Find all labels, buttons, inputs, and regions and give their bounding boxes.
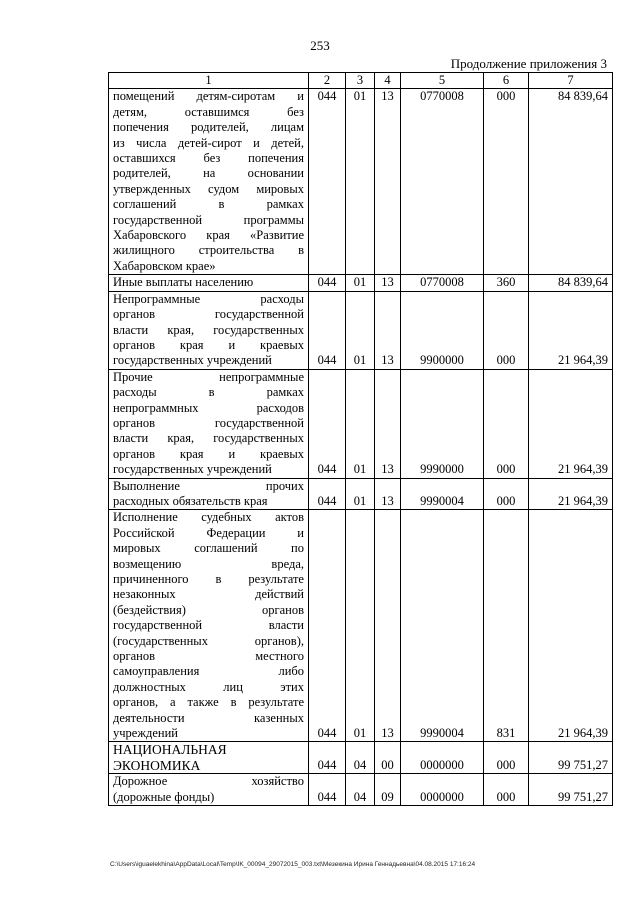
description-line: органов местного	[113, 649, 304, 664]
admin-code-cell: 044	[309, 275, 346, 291]
expense-type-cell: 000	[484, 369, 529, 478]
description-line: возмещению вреда,	[113, 556, 304, 571]
table-row	[109, 275, 613, 291]
row-description	[109, 369, 309, 478]
description-line: причиненного в результате	[113, 572, 304, 586]
row-description	[109, 510, 309, 742]
description-line: должностных лиц этих	[113, 679, 304, 694]
description-line: государственной программы	[113, 212, 304, 227]
description-line: деятельности казенных	[113, 710, 304, 725]
budget-table	[108, 72, 613, 806]
table-row	[109, 774, 613, 806]
subsection-code-cell: 13	[375, 89, 401, 275]
description-line: Иные выплаты населению	[113, 275, 254, 290]
header-cell: 1	[109, 73, 309, 89]
expense-type-cell: 360	[484, 275, 529, 291]
description-line: Выполнение прочих	[113, 478, 304, 493]
table-row	[109, 89, 613, 275]
description-line: попечения родителей, лицам	[113, 120, 304, 135]
amount-cell: 84 839,64	[529, 275, 613, 291]
amount-cell: 21 964,39	[529, 478, 613, 510]
admin-code-cell: 044	[309, 291, 346, 369]
section-code-cell: 01	[346, 275, 375, 291]
subsection-code-cell: 13	[375, 510, 401, 742]
description-line: самоуправления либо	[113, 664, 304, 679]
description-line: оставшихся без попечения	[113, 151, 304, 166]
section-code-cell: 01	[346, 510, 375, 742]
section-code-cell: 04	[346, 774, 375, 806]
row-description	[109, 742, 309, 774]
description-line: жилищного строительства в	[113, 243, 304, 258]
description-line: государственных учреждений	[113, 462, 272, 477]
description-line: власти края, государственных	[113, 322, 304, 337]
subsection-code-cell: 00	[375, 742, 401, 774]
file-path-footer: C:\Users\iguaelekhina\AppData\Local\Temp\IK_00094_29072015_003.txt\Мезекина Ирина Геннадьевна\04.08.2015 17:16:24	[110, 861, 476, 868]
table-row	[109, 510, 613, 742]
expense-type-cell: 000	[484, 291, 529, 369]
description-line: учреждений	[113, 726, 178, 741]
table-row	[109, 478, 613, 510]
description-line: помещений детям-сиротам и	[113, 89, 304, 104]
row-description	[109, 774, 309, 806]
row-description	[109, 89, 309, 275]
amount-cell: 99 751,27	[529, 742, 613, 774]
target-article-cell: 9900000	[401, 291, 484, 369]
description-line: Российской Федерации и	[113, 525, 304, 540]
description-line: органов края и краевых	[113, 446, 304, 461]
admin-code-cell: 044	[309, 369, 346, 478]
section-code-cell: 01	[346, 291, 375, 369]
description-line: Дорожное хозяйство	[113, 774, 304, 789]
row-description	[109, 275, 309, 291]
description-line: Прочие непрограммные	[113, 369, 304, 384]
section-code-cell: 01	[346, 478, 375, 510]
description-line: расходы в рамках	[113, 385, 304, 400]
expense-type-cell: 000	[484, 478, 529, 510]
subsection-code-cell: 13	[375, 275, 401, 291]
header-cell: 4	[375, 73, 401, 89]
page-number: 253	[310, 38, 330, 53]
subsection-code-cell: 13	[375, 291, 401, 369]
section-code-cell: 01	[346, 369, 375, 478]
target-article-cell: 0770008	[401, 275, 484, 291]
description-line: расходных обязательств края	[113, 493, 268, 508]
description-line: органов края и краевых	[113, 337, 304, 352]
row-description	[109, 291, 309, 369]
continuation-label: Продолжение приложения 3	[450, 56, 607, 71]
description-line: органов, а также в результате	[113, 695, 304, 710]
target-article-cell: 0000000	[401, 742, 484, 774]
admin-code-cell: 044	[309, 89, 346, 275]
description-line: органов государственной	[113, 415, 304, 430]
description-line: органов государственной	[113, 307, 304, 322]
subsection-code-cell: 13	[375, 369, 401, 478]
table-row	[109, 369, 613, 478]
subsection-code-cell: 09	[375, 774, 401, 806]
section-code-cell: 04	[346, 742, 375, 774]
header-cell: 7	[529, 73, 613, 89]
header-cell: 2	[309, 73, 346, 89]
target-article-cell: 0000000	[401, 774, 484, 806]
amount-cell: 99 751,27	[529, 774, 613, 806]
table-body	[109, 73, 613, 806]
target-article-cell: 9990004	[401, 478, 484, 510]
description-line: (бездействия) органов	[113, 602, 304, 617]
subsection-code-cell: 13	[375, 478, 401, 510]
description-line: детям, оставшимся без	[113, 104, 304, 119]
amount-cell: 21 964,39	[529, 369, 613, 478]
description-line: незаконных действий	[113, 587, 304, 602]
description-line: непрограммных расходов	[113, 400, 304, 415]
header-cell: 5	[401, 73, 484, 89]
description-line: Непрограммные расходы	[113, 291, 304, 306]
description-line: Хабаровском крае»	[113, 258, 216, 273]
admin-code-cell: 044	[309, 742, 346, 774]
description-line: (дорожные фонды)	[113, 789, 215, 804]
description-line: власти края, государственных	[113, 431, 304, 446]
target-article-cell: 0770008	[401, 89, 484, 275]
admin-code-cell: 044	[309, 774, 346, 806]
header-cell: 6	[484, 73, 529, 89]
description-line: Исполнение судебных актов	[113, 510, 304, 525]
description-line: из числа детей-сирот и детей,	[113, 135, 304, 150]
amount-cell: 21 964,39	[529, 291, 613, 369]
admin-code-cell: 044	[309, 510, 346, 742]
table-row	[109, 742, 613, 774]
admin-code-cell: 044	[309, 478, 346, 510]
description-line: соглашений в рамках	[113, 197, 304, 212]
target-article-cell: 9990000	[401, 369, 484, 478]
row-description	[109, 478, 309, 510]
description-line: государственных учреждений	[113, 353, 272, 368]
description-line: мировых соглашений по	[113, 541, 304, 556]
expense-type-cell: 000	[484, 774, 529, 806]
expense-type-cell: 831	[484, 510, 529, 742]
header-row	[109, 73, 613, 89]
description-line: (государственных органов),	[113, 633, 304, 648]
table-row	[109, 291, 613, 369]
amount-cell: 84 839,64	[529, 89, 613, 275]
expense-type-cell: 000	[484, 742, 529, 774]
section-code-cell: 01	[346, 89, 375, 275]
description-line: ЭКОНОМИКА	[113, 757, 201, 773]
header-cell: 3	[346, 73, 375, 89]
amount-cell: 21 964,39	[529, 510, 613, 742]
description-line: НАЦИОНАЛЬНАЯ	[113, 742, 227, 758]
description-line: Хабаровского края «Развитие	[113, 228, 304, 243]
target-article-cell: 9990004	[401, 510, 484, 742]
description-line: утвержденных судом мировых	[113, 181, 304, 196]
expense-type-cell: 000	[484, 89, 529, 275]
description-line: родителей, на основании	[113, 166, 304, 181]
description-line: государственной власти	[113, 618, 304, 633]
